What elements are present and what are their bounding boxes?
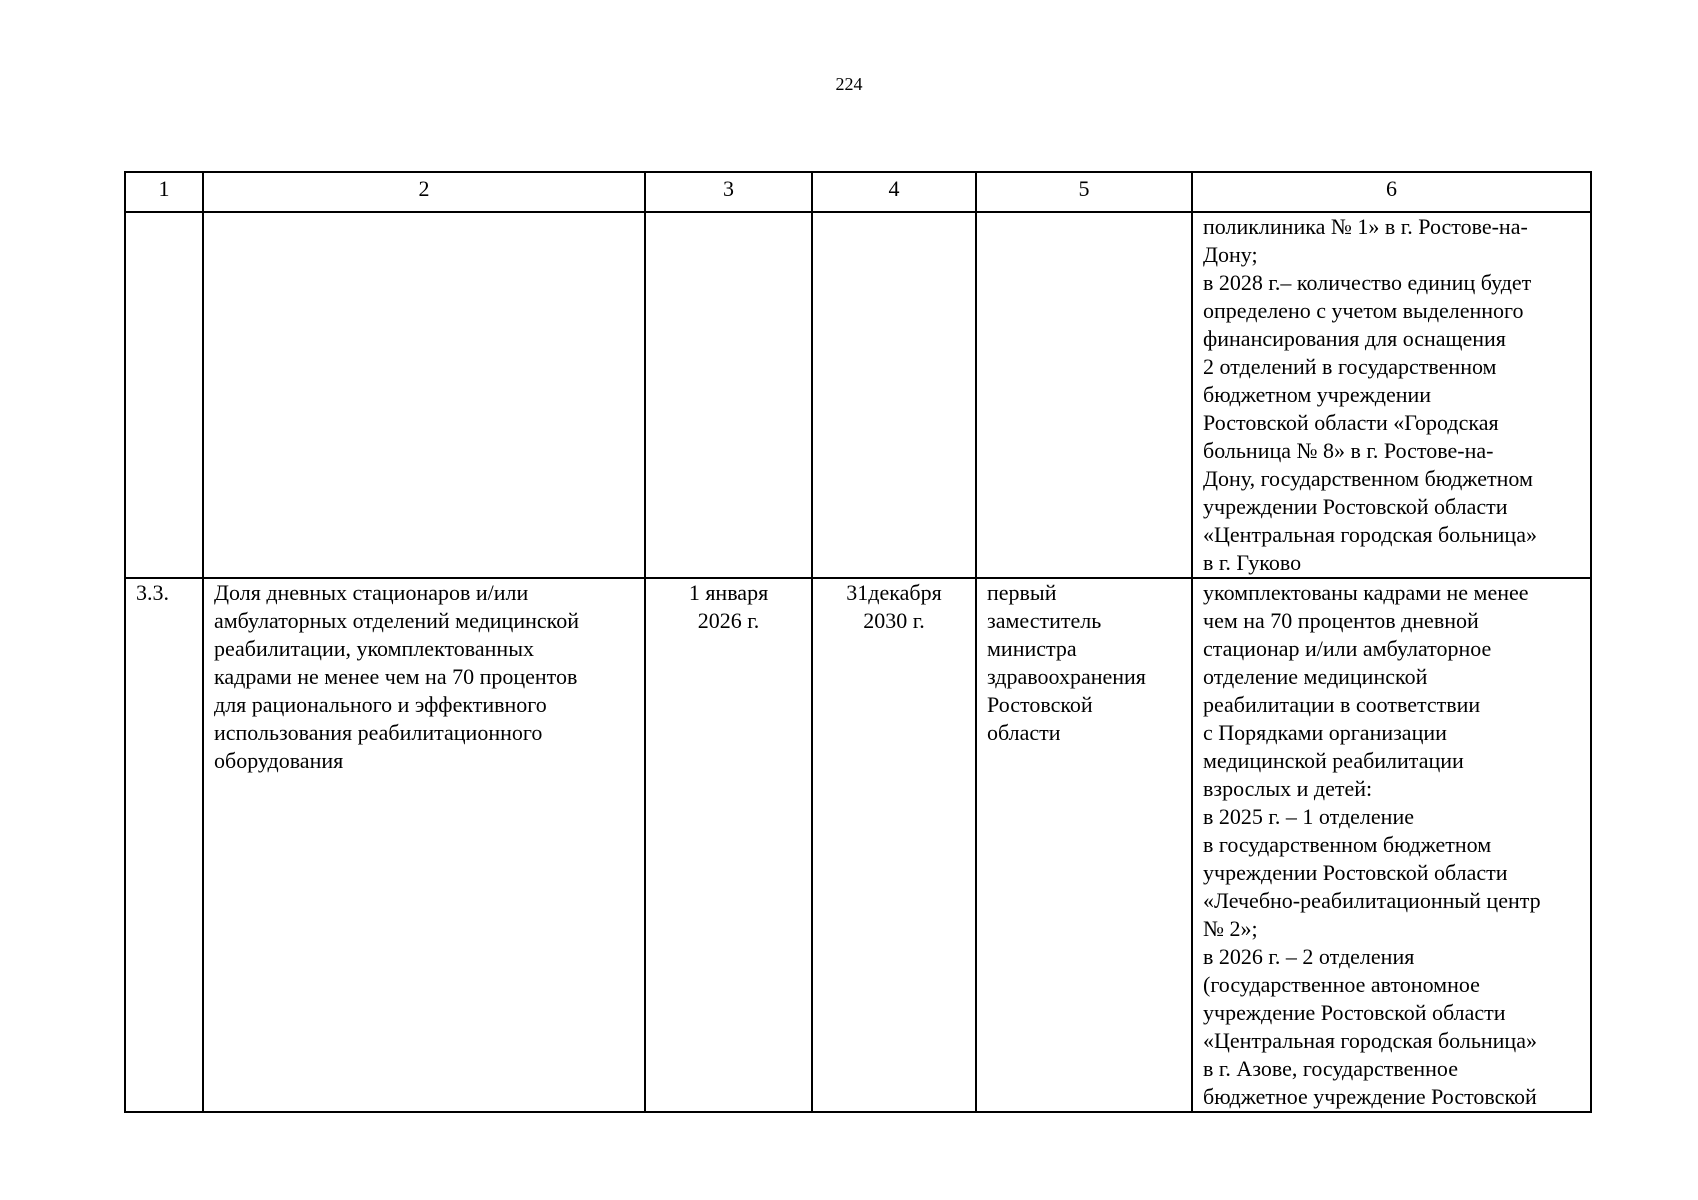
header-col-4: 4 xyxy=(812,172,976,212)
text-line: 2026 г. xyxy=(697,608,760,633)
text-line: № 2»; xyxy=(1203,916,1258,941)
text-line: реабилитации в соответствии xyxy=(1203,692,1481,717)
cell-number xyxy=(125,212,203,578)
header-col-5: 5 xyxy=(976,172,1192,212)
text-line: чем на 70 процентов дневной xyxy=(1203,608,1479,633)
cell-number: 3.3. xyxy=(125,578,203,1112)
header-col-2: 2 xyxy=(203,172,645,212)
text-line: (государственное автономное xyxy=(1203,972,1480,997)
text-line: в 2028 г.– количество единиц будет xyxy=(1203,270,1532,295)
text-line: поликлиника № 1» в г. Ростове-на- xyxy=(1203,214,1528,239)
cell-start-date xyxy=(645,212,812,578)
text-line: больница № 8» в г. Ростове-на- xyxy=(1203,438,1494,463)
text-line: медицинской реабилитации xyxy=(1203,748,1464,773)
data-table xyxy=(124,171,1592,1113)
text-line: первый xyxy=(987,580,1057,605)
cell-responsible xyxy=(976,578,1192,1112)
text-line: в государственном бюджетном xyxy=(1203,832,1492,857)
text-line: 2030 г. xyxy=(863,608,925,633)
cell-indicator xyxy=(203,212,645,578)
cell-indicator xyxy=(203,578,645,1112)
text-line: в 2025 г. – 1 отделение xyxy=(1203,804,1414,829)
text-line: «Центральная городская больница» xyxy=(1203,522,1537,547)
text-line: учреждении Ростовской области xyxy=(1203,860,1508,885)
text-line: Дону; xyxy=(1203,242,1258,267)
text-line: использования реабилитационного xyxy=(214,720,543,745)
cell-responsible xyxy=(976,212,1192,578)
text-line: определено с учетом выделенного xyxy=(1203,298,1524,323)
text-line: «Центральная городская больница» xyxy=(1203,1028,1537,1053)
cell-description xyxy=(1192,578,1591,1112)
text-line: для рационального и эффективного xyxy=(214,692,547,717)
text-line: бюджетном учреждении xyxy=(1203,382,1432,407)
table-row xyxy=(125,212,1591,578)
text-line: амбулаторных отделений медицинской xyxy=(214,608,579,633)
page-number: 224 xyxy=(835,74,863,94)
header-col-1: 1 xyxy=(125,172,203,212)
cell-description xyxy=(1192,212,1591,578)
text-line: Доля дневных стационаров и/или xyxy=(214,580,529,605)
text-line: бюджетное учреждение Ростовской xyxy=(1203,1084,1537,1109)
text-line: кадрами не менее чем на 70 процентов xyxy=(214,664,578,689)
text-line: Ростовской xyxy=(987,692,1093,717)
text-line: учреждении Ростовской области xyxy=(1203,494,1508,519)
cell-start-date xyxy=(645,578,812,1112)
text-line: стационар и/или амбулаторное xyxy=(1203,636,1492,661)
text-line: заместитель xyxy=(987,608,1102,633)
header-col-6: 6 xyxy=(1192,172,1591,212)
text-line: 31декабря xyxy=(846,580,942,605)
text-line: Дону, государственном бюджетном xyxy=(1203,466,1533,491)
cell-end-date xyxy=(812,212,976,578)
text-line: в г. Азове, государственное xyxy=(1203,1056,1458,1081)
text-line: оборудования xyxy=(214,748,344,773)
text-line: учреждение Ростовской области xyxy=(1203,1000,1506,1025)
text-line: министра xyxy=(987,636,1077,661)
table-row xyxy=(125,578,1591,1112)
text-line: 2 отделений в государственном xyxy=(1203,354,1497,379)
text-line: в г. Гуково xyxy=(1203,550,1302,575)
table-header-row xyxy=(125,172,1591,212)
text-line: 1 января xyxy=(688,580,769,605)
text-line: с Порядками организации xyxy=(1203,720,1447,745)
header-col-3: 3 xyxy=(645,172,812,212)
text-line: Ростовской области «Городская xyxy=(1203,410,1499,435)
text-line: взрослых и детей: xyxy=(1203,776,1373,801)
text-line: финансирования для оснащения xyxy=(1203,326,1506,351)
text-line: области xyxy=(987,720,1061,745)
text-line: укомплектованы кадрами не менее xyxy=(1203,580,1529,605)
text-line: отделение медицинской xyxy=(1203,664,1428,689)
cell-end-date xyxy=(812,578,976,1112)
text-line: в 2026 г. – 2 отделения xyxy=(1203,944,1415,969)
text-line: здравоохранения xyxy=(987,664,1146,689)
text-line: «Лечебно-реабилитационный центр xyxy=(1203,888,1541,913)
text-line: реабилитации, укомплектованных xyxy=(214,636,534,661)
